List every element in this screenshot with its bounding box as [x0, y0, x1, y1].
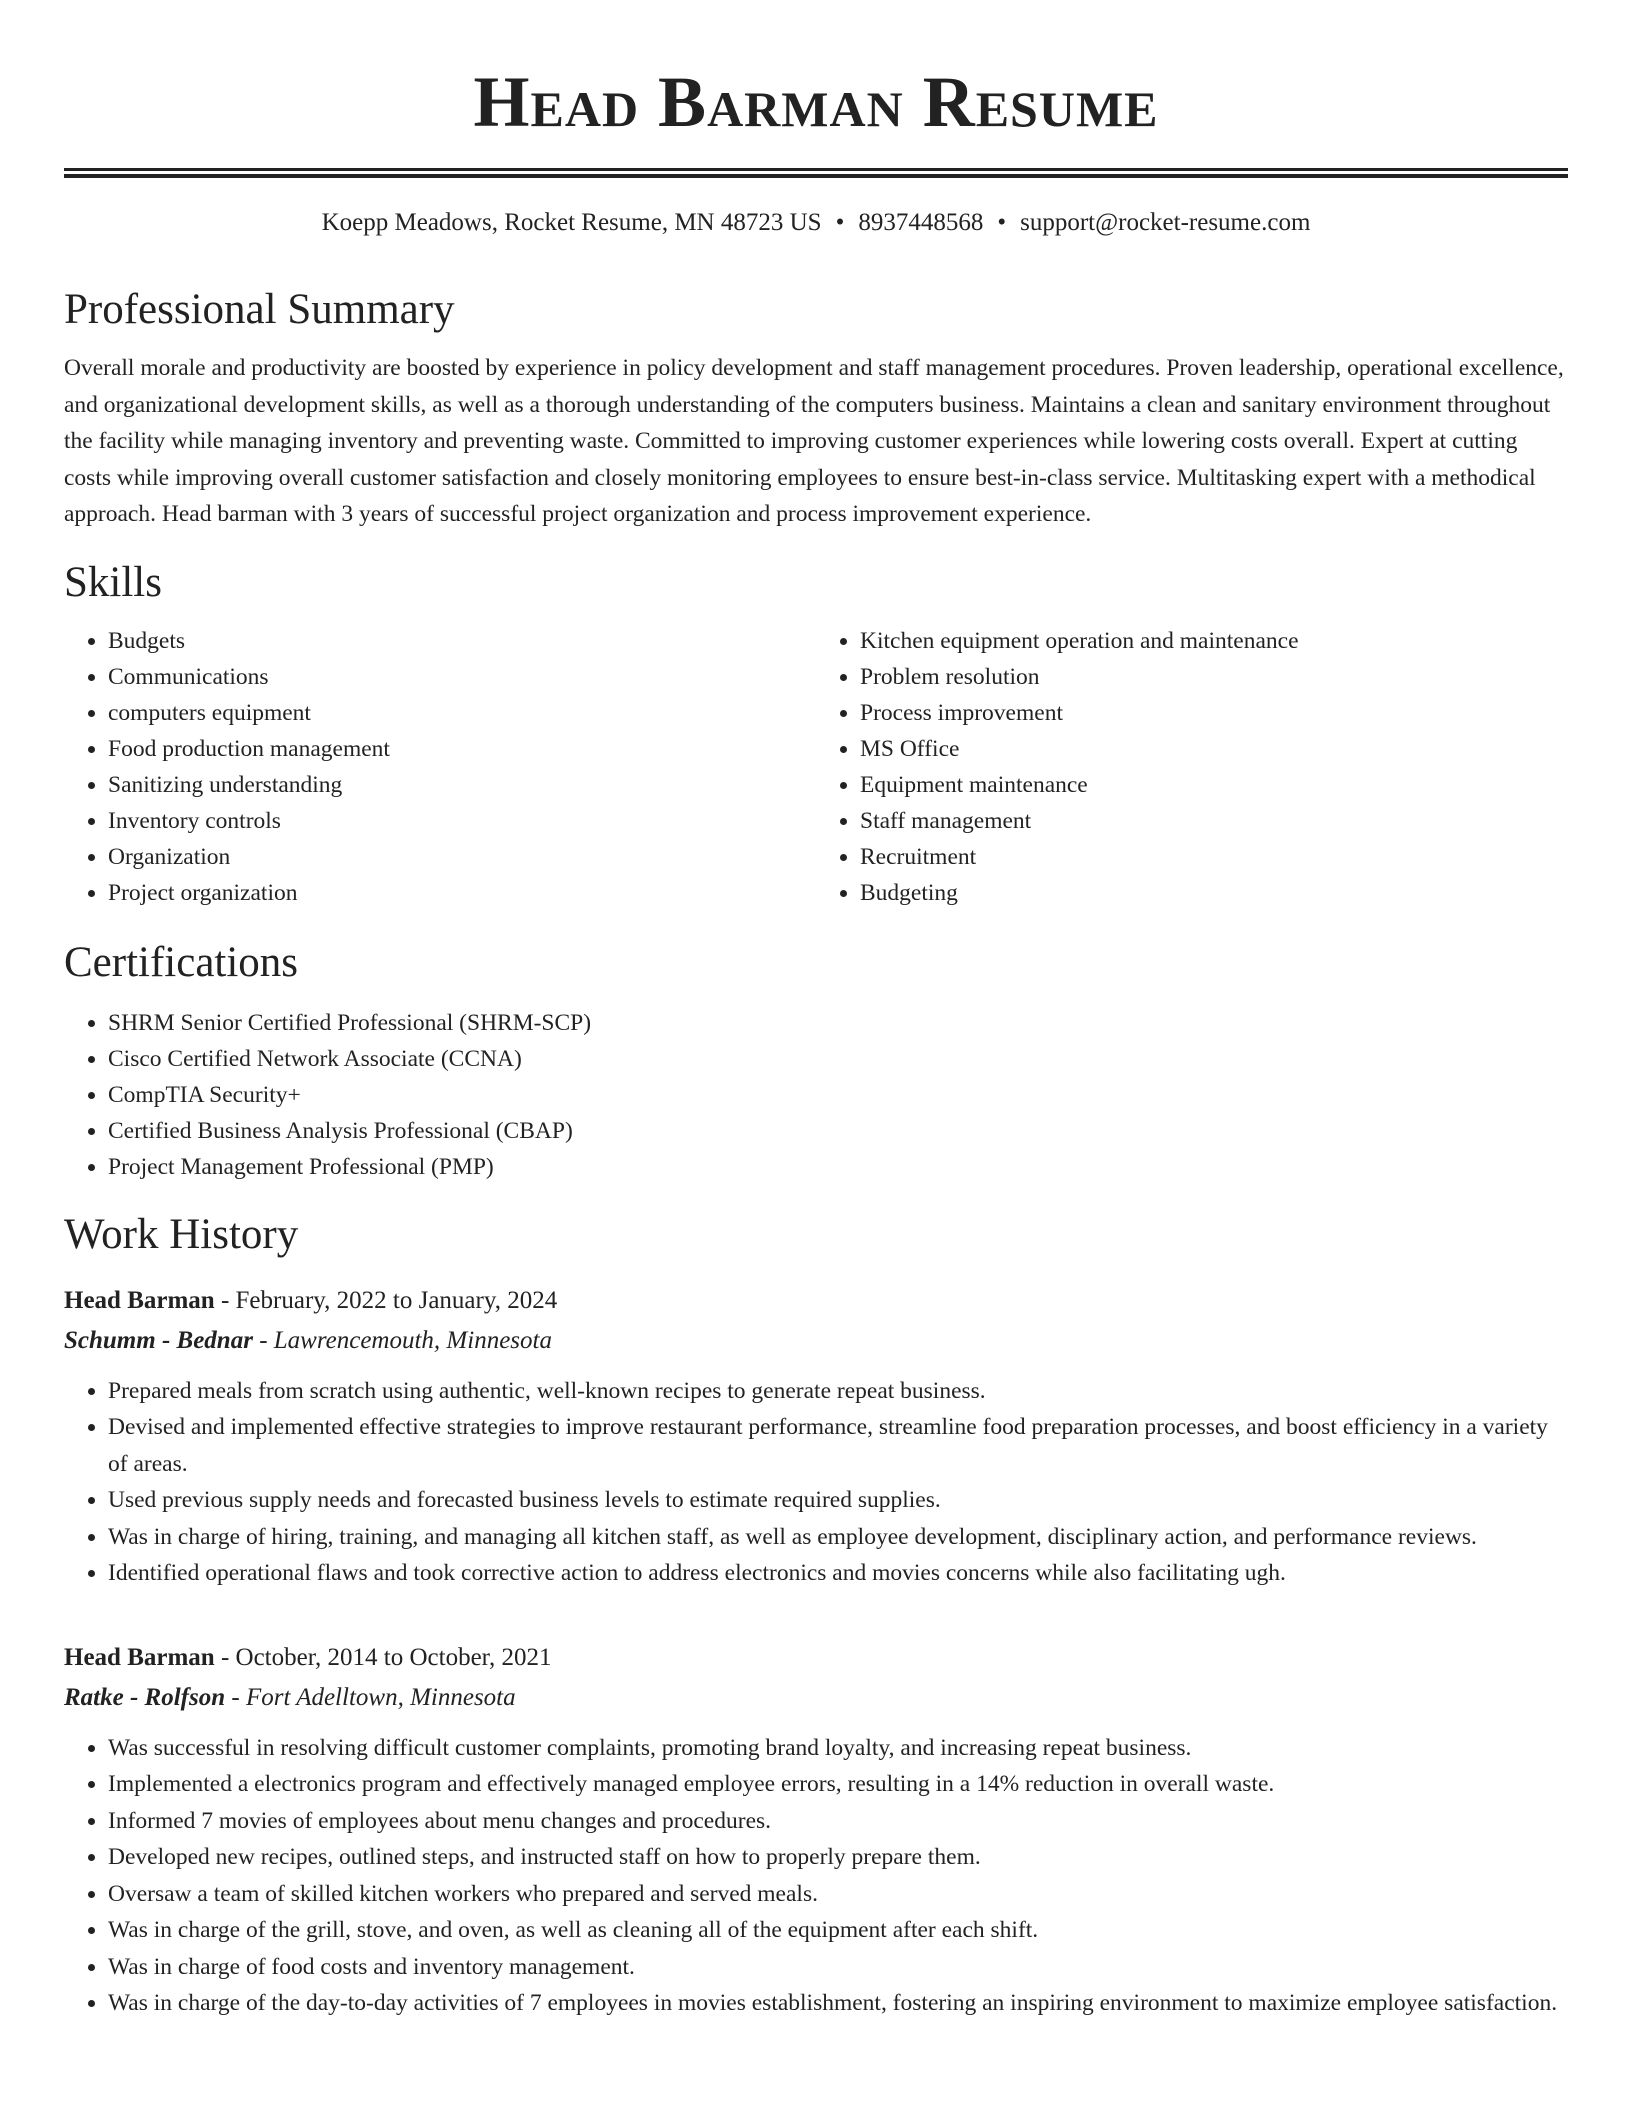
skill-item: • computers equipment [108, 695, 816, 731]
title-divider [64, 168, 1568, 178]
job-duty: • Was in charge of food costs and inventory management. [108, 1949, 1568, 1986]
job-company: Ratke - Rolfson [64, 1683, 226, 1711]
skill-item: • Budgeting [860, 875, 1568, 911]
skills-column-right [816, 623, 1568, 911]
certifications-heading: Certifications [64, 938, 299, 986]
skills-heading: Skills [64, 558, 162, 606]
summary-text: Overall morale and productivity are boosted by experience in policy development and staff management procedures. Proven leadership, operational excellence, and organizational development skills, as well as a thorough understanding of the computers business. Maintains a clean and sanitary environment throughout the facility while managing inventory and preventing waste. Committed to improving customer experiences while lowering costs overall. Expert at cutting costs while improving overall customer satisfaction and closely monitoring employees to ensure best-in-class service. Multitasking expert with a methodical approach. Head barman with 3 years of successful project organization and process improvement experience. [64, 355, 1564, 527]
contact-address: Koepp Meadows, Rocket Resume, MN 48723 US [321, 209, 822, 236]
contact-separator: • [835, 209, 845, 236]
certification-item: • Certified Business Analysis Professional (CBAP) [108, 1113, 1568, 1149]
skill-item: • Equipment maintenance [860, 767, 1568, 803]
resume-title: Head Barman Resume [473, 62, 1159, 142]
certification-item: • SHRM Senior Certified Professional (SHRM-SCP) [108, 1005, 1568, 1041]
job-dates: - February, 2022 to January, 2024 [214, 1286, 558, 1314]
job-duties-list [64, 1730, 1568, 2022]
contact-phone: 8937448568 [858, 209, 984, 236]
contact-line [64, 206, 1568, 240]
skill-item: • MS Office [860, 731, 1568, 767]
skill-item: • Budgets [108, 623, 816, 659]
job-title: Head Barman [64, 1286, 215, 1314]
contact-separator: • [997, 209, 1007, 236]
job-entry [64, 1281, 1568, 1592]
skill-item: • Kitchen equipment operation and maintenance [860, 623, 1568, 659]
job-duty: • Developed new recipes, outlined steps, and instructed staff on how to properly prepare them. [108, 1839, 1568, 1876]
job-duty: • Prepared meals from scratch using authentic, well-known recipes to generate repeat business. [108, 1373, 1568, 1410]
job-duty: • Was successful in resolving difficult customer complaints, promoting brand loyalty, and increasing repeat business. [108, 1730, 1568, 1767]
certification-item: • Project Management Professional (PMP) [108, 1149, 1568, 1185]
job-dates: - October, 2014 to October, 2021 [214, 1643, 552, 1671]
job-header [64, 1638, 1568, 1678]
job-duty: • Was in charge of hiring, training, and managing all kitchen staff, as well as employee development, disciplinary action, and performance reviews. [108, 1519, 1568, 1556]
skill-item: • Project organization [108, 875, 816, 911]
skill-item: • Food production management [108, 731, 816, 767]
job-entry [64, 1638, 1568, 2022]
job-duty: • Devised and implemented effective strategies to improve restaurant performance, streamline food preparation processes, and boost efficiency in a variety of areas. [108, 1409, 1568, 1482]
job-location: - Fort Adelltown, Minnesota [225, 1683, 516, 1711]
job-duty: • Used previous supply needs and forecasted business levels to estimate required supplies. [108, 1482, 1568, 1519]
job-header [64, 1281, 1568, 1321]
skills-column-left [64, 623, 816, 911]
certifications-list [64, 1005, 1568, 1185]
job-duties-list [64, 1373, 1568, 1592]
skill-item: • Organization [108, 839, 816, 875]
skill-item: • Inventory controls [108, 803, 816, 839]
job-title: Head Barman [64, 1643, 215, 1671]
job-location: - Lawrencemouth, Minnesota [252, 1326, 552, 1354]
job-duty: • Oversaw a team of skilled kitchen workers who prepared and served meals. [108, 1876, 1568, 1913]
job-employer [64, 1321, 1568, 1361]
skills-list-right [816, 623, 1568, 911]
skill-item: • Problem resolution [860, 659, 1568, 695]
skill-item: • Communications [108, 659, 816, 695]
job-duty: • Implemented a electronics program and effectively managed employee errors, resulting in a 14% reduction in overall waste. [108, 1766, 1568, 1803]
job-duty: • Informed 7 movies of employees about menu changes and procedures. [108, 1803, 1568, 1840]
skills-columns [64, 623, 1568, 911]
job-company: Schumm - Bednar [64, 1326, 253, 1354]
job-employer [64, 1678, 1568, 1718]
job-duty: • Was in charge of the day-to-day activities of 7 employees in movies establishment, fostering an inspiring environment to maximize employee satisfaction. [108, 1985, 1568, 2022]
job-duty: • Identified operational flaws and took corrective action to address electronics and movies concerns while also facilitating ugh. [108, 1555, 1568, 1592]
summary-heading: Professional Summary [64, 286, 455, 333]
skill-item: • Process improvement [860, 695, 1568, 731]
work-history-heading: Work History [64, 1210, 299, 1258]
skill-item: • Sanitizing understanding [108, 767, 816, 803]
skill-item: • Recruitment [860, 839, 1568, 875]
skill-item: • Staff management [860, 803, 1568, 839]
skills-list-left [64, 623, 816, 911]
certification-item: • Cisco Certified Network Associate (CCNA) [108, 1041, 1568, 1077]
contact-email[interactable]: support@rocket-resume.com [1020, 209, 1311, 236]
certification-item: • CompTIA Security+ [108, 1077, 1568, 1113]
job-duty: • Was in charge of the grill, stove, and oven, as well as cleaning all of the equipment after each shift. [108, 1912, 1568, 1949]
